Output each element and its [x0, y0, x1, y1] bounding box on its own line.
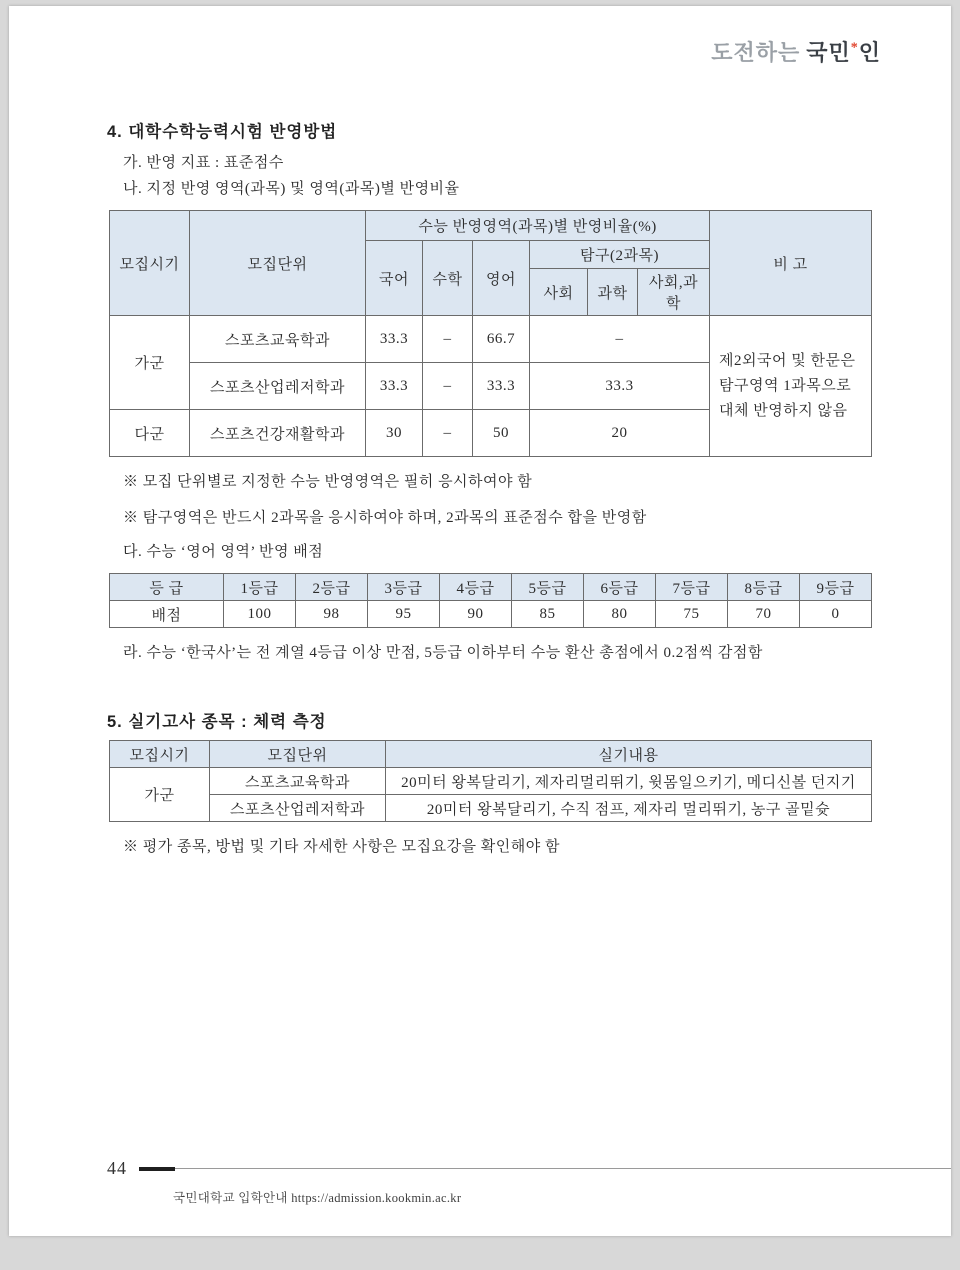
th-social: 사회: [530, 269, 588, 316]
section5-title: 5. 실기고사 종목 : 체력 측정: [107, 713, 327, 731]
th-department: 모집단위: [210, 741, 386, 768]
table-row: [110, 316, 872, 363]
document-page: [9, 6, 951, 1236]
table-row: [110, 601, 872, 628]
cell-score-4: 90: [440, 601, 512, 628]
logo-star-icon: *: [850, 40, 859, 56]
section4-item-da: 다. 수능 ‘영어 영역’ 반영 배점: [123, 544, 324, 560]
th-grade-label: 등 급: [110, 574, 224, 601]
cell-round-da: 다군: [110, 410, 190, 457]
th-remarks: 비 고: [710, 211, 872, 316]
practical-exam-table: [109, 740, 872, 822]
cell-content: 20미터 왕복달리기, 제자리멀리뛰기, 윗몸일으키기, 메디신볼 던지기: [386, 768, 872, 795]
cell-dept: 스포츠건강재활학과: [190, 410, 366, 457]
table-row: [110, 574, 872, 601]
th-grade-6: 6등급: [584, 574, 656, 601]
cell-english: 50: [473, 410, 530, 457]
footer-rule: [107, 1158, 951, 1179]
page-content: [9, 6, 951, 860]
page-footer: [107, 1158, 951, 1206]
logo-brand-text: 국민: [806, 40, 851, 65]
footer-divider: [175, 1168, 951, 1169]
footer-admission-url: 국민대학교 입학안내 https://admission.kookmin.ac.kr: [173, 1191, 462, 1205]
note-practical-details: ※ 평가 종목, 방법 및 기타 자세한 사항은 모집요강을 확인해야 함: [123, 839, 561, 855]
table-row: [110, 741, 872, 768]
section4-item-ra: 라. 수능 ‘한국사’는 전 계열 4등급 이상 만점, 5등급 이하부터 수능 환산 총점에서 0.2점씩 감점함: [123, 645, 763, 661]
cell-score-1: 100: [224, 601, 296, 628]
section4-item-na: 나. 지정 반영 영역(과목) 및 영역(과목)별 반영비율: [123, 181, 460, 197]
cell-score-8: 70: [728, 601, 800, 628]
th-social-science: 사회,과학: [638, 269, 710, 316]
th-ratio-group: 수능 반영영역(과목)별 반영비율(%): [366, 211, 710, 241]
university-logo: [711, 36, 881, 67]
english-grade-score-table: [109, 573, 872, 628]
csat-ratio-table: [109, 210, 872, 457]
page-number: 44: [107, 1158, 127, 1178]
cell-inquiry: 20: [530, 410, 710, 457]
th-grade-5: 5등급: [512, 574, 584, 601]
cell-score-5: 85: [512, 601, 584, 628]
th-math: 수학: [423, 241, 473, 316]
cell-korean: 33.3: [366, 316, 423, 363]
cell-score-label: 배점: [110, 601, 224, 628]
cell-score-3: 95: [368, 601, 440, 628]
cell-dept: 스포츠산업레저학과: [210, 795, 386, 822]
note-required-areas: ※ 모집 단위별로 지정한 수능 반영영역은 필히 응시하여야 함: [123, 474, 533, 490]
th-grade-4: 4등급: [440, 574, 512, 601]
cell-score-2: 98: [296, 601, 368, 628]
th-admission-round: 모집시기: [110, 211, 190, 316]
cell-dept: 스포츠교육학과: [210, 768, 386, 795]
cell-score-9: 0: [800, 601, 872, 628]
th-science: 과학: [588, 269, 638, 316]
cell-korean: 30: [366, 410, 423, 457]
table-row: [110, 768, 872, 795]
logo-prefix-text: 도전하는: [711, 40, 801, 65]
th-practical-content: 실기내용: [386, 741, 872, 768]
cell-content: 20미터 왕복달리기, 수직 점프, 제자리 멀리뛰기, 농구 골밑슛: [386, 795, 872, 822]
note-inquiry-subjects: ※ 탐구영역은 반드시 2과목을 응시하여야 하며, 2과목의 표준점수 합을 반영함: [123, 510, 647, 526]
th-grade-3: 3등급: [368, 574, 440, 601]
th-grade-2: 2등급: [296, 574, 368, 601]
cell-math: –: [423, 410, 473, 457]
th-inquiry-group: 탐구(2과목): [530, 241, 710, 269]
footer-dash-icon: [139, 1167, 175, 1171]
logo-suffix-text: 인: [858, 40, 881, 65]
th-english: 영어: [473, 241, 530, 316]
cell-dept: 스포츠산업레저학과: [190, 363, 366, 410]
cell-round-ga: 가군: [110, 316, 190, 410]
cell-score-7: 75: [656, 601, 728, 628]
cell-inquiry: –: [530, 316, 710, 363]
cell-remarks: 제2외국어 및 한문은 탐구영역 1과목으로 대체 반영하지 않음: [710, 316, 872, 457]
th-grade-9: 9등급: [800, 574, 872, 601]
cell-english: 66.7: [473, 316, 530, 363]
th-department: 모집단위: [190, 211, 366, 316]
cell-inquiry: 33.3: [530, 363, 710, 410]
th-korean: 국어: [366, 241, 423, 316]
table-row: [110, 795, 872, 822]
th-admission-round: 모집시기: [110, 741, 210, 768]
th-grade-7: 7등급: [656, 574, 728, 601]
section4-title: 4. 대학수학능력시험 반영방법: [107, 123, 338, 141]
cell-korean: 33.3: [366, 363, 423, 410]
cell-dept: 스포츠교육학과: [190, 316, 366, 363]
cell-score-6: 80: [584, 601, 656, 628]
cell-round-ga: 가군: [110, 768, 210, 822]
th-grade-1: 1등급: [224, 574, 296, 601]
th-grade-8: 8등급: [728, 574, 800, 601]
cell-english: 33.3: [473, 363, 530, 410]
section4-item-ga: 가. 반영 지표 : 표준점수: [123, 155, 284, 171]
cell-math: –: [423, 363, 473, 410]
cell-math: –: [423, 316, 473, 363]
